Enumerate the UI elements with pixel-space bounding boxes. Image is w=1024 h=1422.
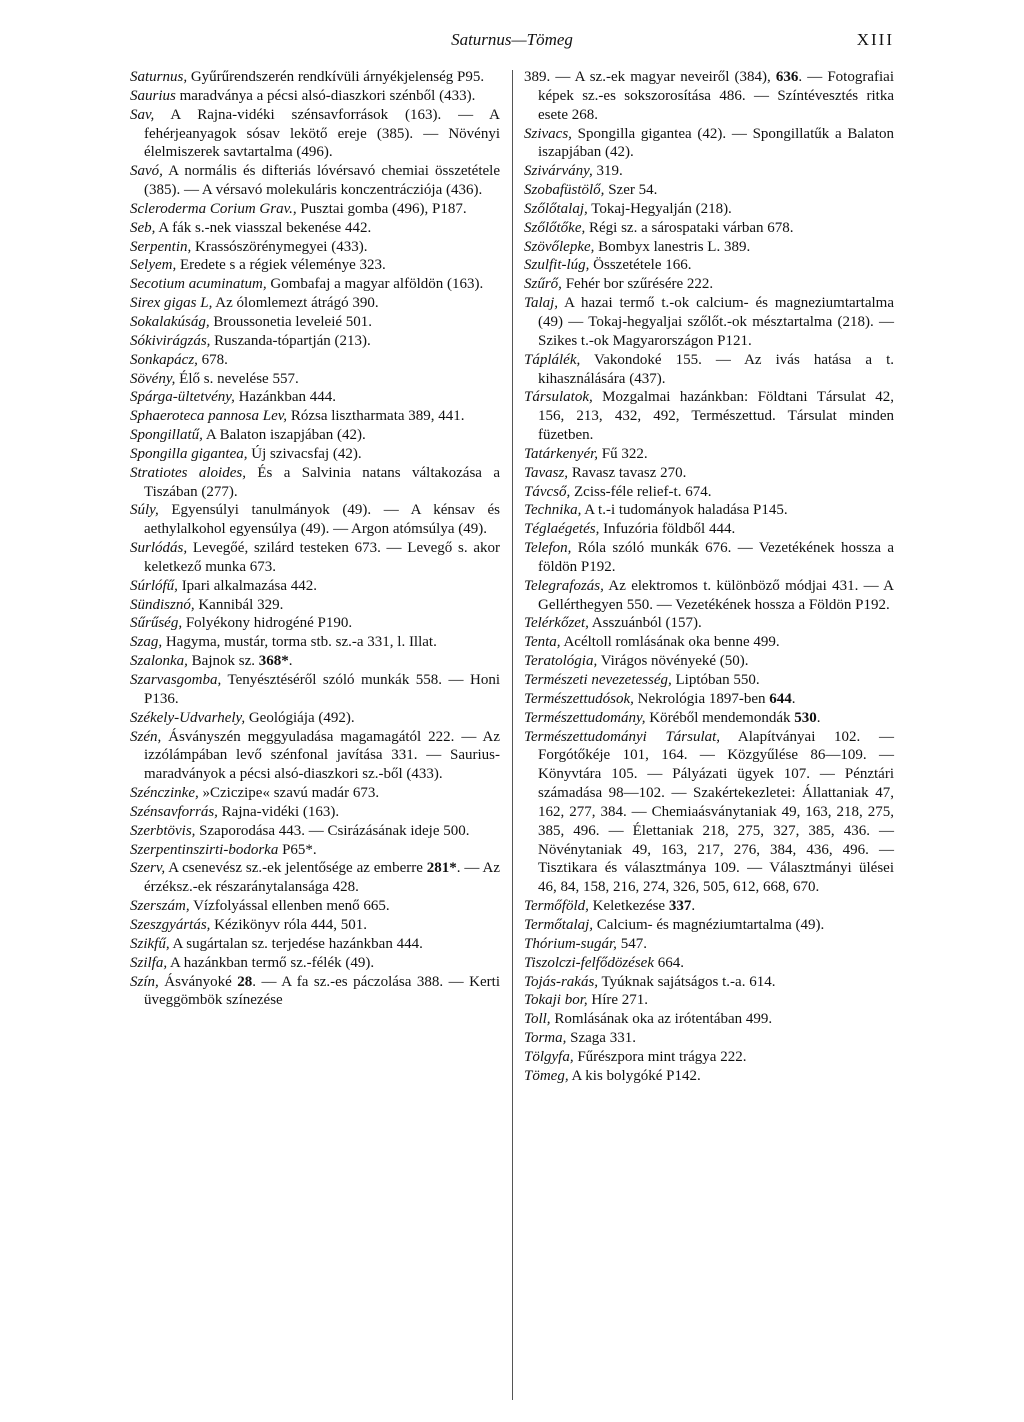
- index-headword: Szikfű,: [130, 935, 170, 952]
- index-entry: [130, 313, 500, 332]
- index-entry: [524, 633, 894, 652]
- index-headword: Tömeg,: [524, 1067, 569, 1084]
- index-text: Tyúknak sajátságos t.-a. 614.: [598, 973, 776, 990]
- index-headword: Spongilla gigantea,: [130, 445, 248, 462]
- index-entry: [130, 633, 500, 652]
- index-entry: [130, 162, 500, 200]
- index-headword: Sókivirágzás,: [130, 332, 211, 349]
- index-headword: Szénczinke,: [130, 785, 199, 802]
- index-text: A fák s.-nek viasszal bekenése 442.: [155, 219, 372, 236]
- index-entry: [524, 125, 894, 163]
- index-entry: [130, 68, 500, 87]
- index-text: Róla szóló munkák 676. — Vezetékének hossza a földön P192.: [538, 540, 894, 575]
- index-headword: Saturnus,: [130, 69, 188, 85]
- index-text: Kézikönyv róla 444, 501.: [210, 916, 368, 933]
- index-text: Tenyésztéséről szóló munkák 558. — Honi P136.: [144, 672, 500, 707]
- index-text: Ásványoké: [158, 973, 238, 990]
- index-headword: Távcső,: [524, 483, 571, 500]
- index-text: A hazánkban termő sz.-félék (49).: [167, 954, 375, 971]
- index-headword: Saurius: [130, 87, 176, 104]
- index-headword: Telegrafozás,: [524, 577, 604, 594]
- index-text: Acéltoll romlásának oka benne 499.: [560, 634, 780, 651]
- index-entry: [130, 351, 500, 370]
- index-text-tail: .: [791, 690, 796, 707]
- index-text: Új szivacsfaj (42).: [247, 445, 362, 462]
- index-text: Keletkezése: [588, 898, 669, 915]
- index-entry: [130, 219, 500, 238]
- index-text: Régi sz. a sárospataki várban 678.: [585, 219, 794, 236]
- index-entry: [130, 332, 500, 351]
- index-entry: [524, 501, 894, 520]
- index-headword: Sündisznó,: [130, 596, 195, 613]
- index-entry: [130, 388, 500, 407]
- index-bold-ref: 281*: [426, 860, 457, 877]
- index-entry: [524, 935, 894, 954]
- index-headword: Secotium acuminatum,: [130, 276, 267, 293]
- index-text: »Cziczipe« szavú madár 673.: [198, 785, 380, 802]
- index-text-tail: .: [691, 898, 696, 915]
- index-bold-ref: 530: [794, 709, 817, 726]
- index-text: Hagyma, mustár, torma stb. sz.-a 331, l. Illat.: [162, 634, 437, 651]
- index-text: Liptóban 550.: [671, 672, 760, 688]
- index-text-tail: . — Fotografiai képek sz.-es sokszorosítása 486. — Színtévesztés ritka esete 268.: [538, 69, 894, 123]
- index-headword: Telérkőzet,: [524, 615, 589, 632]
- index-entry: [130, 822, 500, 841]
- index-text: Romlásának oka az irótentában 499.: [550, 1011, 773, 1028]
- index-headword: Stratiotes aloides,: [130, 464, 246, 481]
- index-text: Spongilla gigantea (42). — Spongillatűk a Balaton iszapjában (42).: [538, 125, 894, 161]
- index-headword: Szín,: [130, 973, 159, 990]
- index-headword: Táplálék,: [524, 351, 581, 368]
- index-text: 319.: [592, 163, 623, 180]
- index-entry: [130, 577, 500, 596]
- index-text: A normális és difteriás lóvérsavó chemiai összetétele (385). — A vérsavó molekuláris konczentrácziója (436).: [144, 163, 500, 199]
- index-text: 678.: [197, 351, 228, 368]
- index-text: A Balaton iszapjában (42).: [202, 427, 366, 444]
- index-headword: Szerszám,: [130, 898, 190, 915]
- index-headword: Tiszolczi-felfődözések: [524, 954, 654, 971]
- index-entry: [130, 652, 500, 671]
- index-text: Infuzória földből 444.: [599, 521, 736, 538]
- index-entry: [524, 294, 894, 351]
- index-text: A hazai termő t.-ok calcium- és magneziumtartalma (49) — Tokaj-hegyaljai szőlőt.-ok mésztartalma (218). — Szikes t.-ok Magyarországon P121.: [538, 295, 894, 349]
- index-entry: [524, 954, 894, 973]
- index-text: Az elektromos t. különböző módjai 431. — A Gellérthegyen 550. — Vezetékének hossza a Földön P192.: [538, 577, 894, 613]
- index-headword: Scleroderma Corium Grav.,: [130, 200, 297, 217]
- index-entry: [130, 200, 500, 219]
- index-entry: [524, 652, 894, 671]
- index-text-tail: . — Az érzéksz.-ek részaránytalansága 428.: [144, 860, 500, 896]
- index-text: P65*.: [278, 841, 317, 858]
- index-headword: Teratológia,: [524, 653, 598, 670]
- index-text: Levegőé, szilárd testeken 673. — Levegő s. akor keletkező munka 673.: [144, 540, 500, 575]
- index-entry: [130, 539, 500, 577]
- index-text: Asszuánból (157).: [588, 615, 702, 632]
- index-entry: [130, 897, 500, 916]
- index-entry: [130, 501, 500, 539]
- index-text: Geológiája (492).: [245, 709, 355, 726]
- index-text: Szer 54.: [604, 182, 658, 199]
- index-entry: [524, 991, 894, 1010]
- index-headword: Súrlófű,: [130, 577, 178, 594]
- index-entry: [524, 388, 894, 445]
- index-headword: Szarvasgomba,: [130, 672, 222, 688]
- column-divider: [512, 70, 513, 1400]
- page-number: XIII: [856, 30, 894, 49]
- index-entry: [524, 1010, 894, 1029]
- index-text: Mozgalmai hazánkban: Földtani Társulat 42, 156, 213, 432, 492, Természettud. Társulat minden füzetben.: [538, 389, 894, 444]
- index-entry: [130, 859, 500, 897]
- index-text: Pusztai gomba (496), P187.: [296, 200, 467, 217]
- index-text: Élő s. nevelése 557.: [175, 370, 299, 387]
- index-entry: [524, 916, 894, 935]
- index-text: Krassószörénymegyei (433).: [191, 238, 368, 255]
- index-entry: [130, 935, 500, 954]
- index-entry: [524, 614, 894, 633]
- index-headword: Tavasz,: [524, 464, 569, 481]
- index-text-tail: . — A fa sz.-es páczolása 388. — Kerti üveggömbök színezése: [144, 973, 500, 1009]
- index-headword: Szobafüstölő,: [524, 182, 605, 199]
- index-entry: [524, 162, 894, 181]
- index-headword: Szivárvány,: [524, 163, 593, 180]
- index-headword: Szivacs,: [524, 125, 572, 142]
- index-entry: [524, 200, 894, 219]
- index-bold-ref: 644: [769, 690, 792, 707]
- index-headword: Thórium-sugár,: [524, 935, 617, 952]
- index-entry: [524, 539, 894, 577]
- index-text: Ravasz tavasz 270.: [568, 464, 687, 481]
- index-headword: Szerbtövis,: [130, 822, 196, 839]
- index-entry: [524, 728, 894, 898]
- index-entry: [524, 690, 894, 709]
- index-entry: [130, 954, 500, 973]
- index-headword: Talaj,: [524, 295, 559, 312]
- index-entry: [130, 614, 500, 633]
- index-text: A Rajna-vidéki szénsavforrások (163). — A fehérjeanyagok sósav lekötő ereje (385). — Növényi élelmiszerek savtartalma (496).: [144, 106, 500, 161]
- index-text: A csenevész sz.-ek jelentősége az emberre: [165, 860, 427, 877]
- index-bold-ref: 337: [668, 898, 692, 915]
- index-headword: Seb,: [130, 219, 156, 236]
- index-entry: [524, 351, 894, 389]
- index-headword: Sirex gigas L,: [130, 295, 213, 312]
- index-headword: Szén,: [130, 728, 162, 745]
- index-text: Szaga 331.: [566, 1030, 636, 1047]
- index-text: Broussonetia leveleié 501.: [209, 313, 373, 330]
- index-text: Ásványszén meggyuladása magamagától 222. — Az izzólámpában levő szénfonal javítása 331. — Saurius-maradványok a pécsi alsó-diaszkori sz.-ből (433).: [144, 728, 500, 783]
- index-headword: Spongillatű,: [130, 427, 203, 444]
- index-entry: [524, 1048, 894, 1067]
- index-text: Ipari alkalmazása 442.: [177, 577, 318, 594]
- index-entry: [130, 445, 500, 464]
- index-bold-ref: 636: [775, 69, 799, 85]
- index-headword: Szénsavforrás,: [130, 803, 218, 820]
- index-text: Gyűrűrendszerén rendkívüli árnyékjelenség P95.: [187, 69, 485, 85]
- index-entry: [130, 238, 500, 257]
- index-entry: [524, 464, 894, 483]
- index-headword: Téglaégetés,: [524, 521, 600, 538]
- index-headword: Sav,: [130, 106, 155, 123]
- index-entry: [130, 407, 500, 426]
- index-entry: [130, 256, 500, 275]
- index-text: Rózsa lisztharmata 389, 441.: [287, 408, 465, 425]
- index-entry: [130, 916, 500, 935]
- index-entry: [130, 464, 500, 502]
- index-text: Szaporodása 443. — Csirázásának ideje 500.: [195, 822, 470, 839]
- index-headword: Termőtalaj,: [524, 916, 594, 933]
- index-bold-ref: 28: [237, 973, 253, 990]
- index-entry: [130, 294, 500, 313]
- index-headword: Társulatok,: [524, 389, 593, 406]
- index-entry: [524, 275, 894, 294]
- index-entry: [524, 1067, 894, 1086]
- index-bold-ref: 368*: [258, 653, 289, 670]
- index-text: Kannibál 329.: [194, 596, 284, 613]
- index-headword: Természettudomány,: [524, 709, 646, 726]
- index-text: Virágos növényeké (50).: [597, 653, 749, 670]
- index-entry: [524, 897, 894, 916]
- index-headword: Szag,: [130, 634, 163, 651]
- index-entry: [130, 709, 500, 728]
- index-headword: Selyem,: [130, 257, 177, 274]
- index-entry: [130, 671, 500, 709]
- index-text-tail: .: [288, 653, 293, 670]
- index-column-left: [130, 68, 500, 1010]
- index-headword: Szulfit-lúg,: [524, 257, 590, 274]
- index-headword: Surlódás,: [130, 540, 188, 557]
- index-entry: [524, 445, 894, 464]
- index-headword: Szövőlepke,: [524, 238, 595, 255]
- index-headword: Tatárkenyér,: [524, 445, 599, 462]
- index-headword: Tokaji bor,: [524, 992, 588, 1009]
- index-entry: [524, 256, 894, 275]
- index-headword: Szűrő,: [524, 276, 562, 293]
- index-headword: Tojás-rakás,: [524, 973, 599, 990]
- index-headword: Sonkapácz,: [130, 351, 198, 368]
- index-text: Ruszanda-tópartján (213).: [210, 332, 371, 349]
- index-entry: [130, 87, 500, 106]
- index-entry: [130, 106, 500, 163]
- index-text: Fehér bor szűrésére 222.: [561, 276, 714, 293]
- index-entry: [130, 728, 500, 785]
- index-text: Calcium- és magnéziumtartalma (49).: [593, 916, 825, 933]
- index-headword: Sphaeroteca pannosa Lev,: [130, 408, 288, 425]
- index-entry: [524, 238, 894, 257]
- index-entry: [130, 370, 500, 389]
- index-headword: Szőlőtalaj,: [524, 200, 588, 217]
- index-text: És a Salvinia natans váltakozása a Tiszában (277).: [144, 464, 500, 500]
- index-entry: [524, 709, 894, 728]
- index-headword: Természettudományi Társulat,: [524, 728, 721, 745]
- index-text: Vakondoké 155. — Az ivás hatása a t. kihasználására (437).: [538, 351, 894, 387]
- index-text: A kis bolygóké P142.: [568, 1067, 701, 1084]
- index-headword: Telefon,: [524, 540, 572, 557]
- index-entry: [130, 803, 500, 822]
- index-text: Egyensúlyi tanulmányok (49). — A kénsav és aethylalkohol egyensúlya (49). — Argon atómsúlya (49).: [144, 502, 500, 538]
- page-header: [130, 30, 894, 54]
- index-text: Köréből mendemondák: [645, 709, 795, 726]
- index-headword: Serpentin,: [130, 238, 192, 255]
- index-headword: Székely-Udvarhely,: [130, 709, 246, 726]
- index-headword: Súly,: [130, 502, 159, 519]
- index-entry: [130, 784, 500, 803]
- index-text: Eredete s a régiek véleménye 323.: [176, 257, 386, 274]
- index-entry: [130, 275, 500, 294]
- index-entry: [130, 973, 500, 1011]
- index-text: Alapítványai 102. — Forgótőkéje 101, 164. — Közgyűlése 86—109. — Könyvtára 105. — Pályázati ügyek 107. — Pénztári számadása 98—102. — Szakértekezletei: Állattaniak 47, 162, 277, 384. — Chemiaásványtaniak 49, 163, 218, 275, 385, 496. — Élettaniak 218, 275, 327, 385, 436. — Növénytaniak 49, 163, 217, 276, 384, 436, 496. — Tisztikara és választmánya 109. — Választmányi ülései 46, 84, 158, 216, 274, 326, 505, 612, 668, 670.: [538, 728, 894, 896]
- index-text: Fűrészpora mint trágya 222.: [573, 1048, 747, 1065]
- index-entry: [524, 483, 894, 502]
- index-text: Hazánkban 444.: [234, 389, 337, 406]
- index-text: A sugártalan sz. terjedése hazánkban 444.: [169, 935, 423, 952]
- index-headword: Tölgyfa,: [524, 1048, 574, 1065]
- index-text: Rajna-vidéki (163).: [217, 803, 340, 820]
- index-headword: Toll,: [524, 1011, 551, 1028]
- index-entry: [130, 841, 500, 860]
- index-entry: [524, 520, 894, 539]
- index-entry: [130, 426, 500, 445]
- index-text: Az ólomlemezt átrágó 390.: [212, 295, 379, 312]
- index-text: Gombafaj a magyar alföldön (163).: [266, 276, 484, 293]
- index-text: A t.-i tudományok haladása P145.: [581, 502, 788, 519]
- index-headword: Szerpentinszirti-bodorka: [130, 841, 279, 858]
- index-entry: [130, 596, 500, 615]
- index-headword: Spárga-ültetvény,: [130, 389, 235, 406]
- index-text-tail: .: [816, 709, 821, 726]
- index-text: Tokaj-Hegyalján (218).: [587, 200, 732, 217]
- index-entry: [524, 671, 894, 690]
- running-title: Saturnus—Tömeg: [451, 30, 573, 49]
- index-text: 664.: [654, 954, 684, 971]
- index-text: 547.: [616, 935, 647, 952]
- index-entry: [524, 68, 894, 125]
- index-headword: Savó,: [130, 163, 163, 180]
- index-headword: Torma,: [524, 1030, 567, 1047]
- index-headword: Szerv,: [130, 860, 166, 877]
- index-headword: Termőföld,: [524, 898, 589, 915]
- index-headword: Szalonka,: [130, 653, 188, 670]
- index-text: Összetétele 166.: [589, 257, 692, 274]
- index-entry: [524, 1029, 894, 1048]
- index-headword: Technika,: [524, 502, 582, 519]
- index-headword: Tenta,: [524, 634, 561, 651]
- index-text: Vízfolyással ellenben menő 665.: [189, 898, 390, 915]
- index-text: Bajnok sz.: [187, 653, 259, 670]
- index-entry: [524, 181, 894, 200]
- index-entry: [524, 973, 894, 992]
- index-text: Zciss-féle relief-t. 674.: [570, 483, 712, 500]
- index-text: Nekrológia 1897-ben: [633, 690, 770, 707]
- index-headword: Sűrűség,: [130, 615, 183, 632]
- index-headword: Szőlőtőke,: [524, 219, 586, 236]
- index-text: Híre 271.: [587, 992, 649, 1009]
- index-entry: [524, 577, 894, 615]
- index-headword: Természettudósok,: [524, 690, 634, 707]
- index-text: Fű 322.: [598, 445, 648, 462]
- index-text: Bombyx lanestris L. 389.: [594, 238, 751, 255]
- index-text: maradványa a pécsi alsó-diaszkori szénből (433).: [175, 87, 476, 104]
- index-headword: Sövény,: [130, 370, 176, 387]
- index-text: Folyékony hidrogéné P190.: [182, 615, 353, 632]
- index-column-right: [524, 68, 894, 1086]
- index-text: 389. — A sz.-ek magyar neveiről (384),: [524, 69, 776, 85]
- index-headword: Sokalakúság,: [130, 313, 210, 330]
- index-headword: Természeti nevezetesség,: [524, 672, 672, 688]
- index-entry: [524, 219, 894, 238]
- index-headword: Szilfa,: [130, 954, 168, 971]
- index-headword: Szeszgyártás,: [130, 916, 211, 933]
